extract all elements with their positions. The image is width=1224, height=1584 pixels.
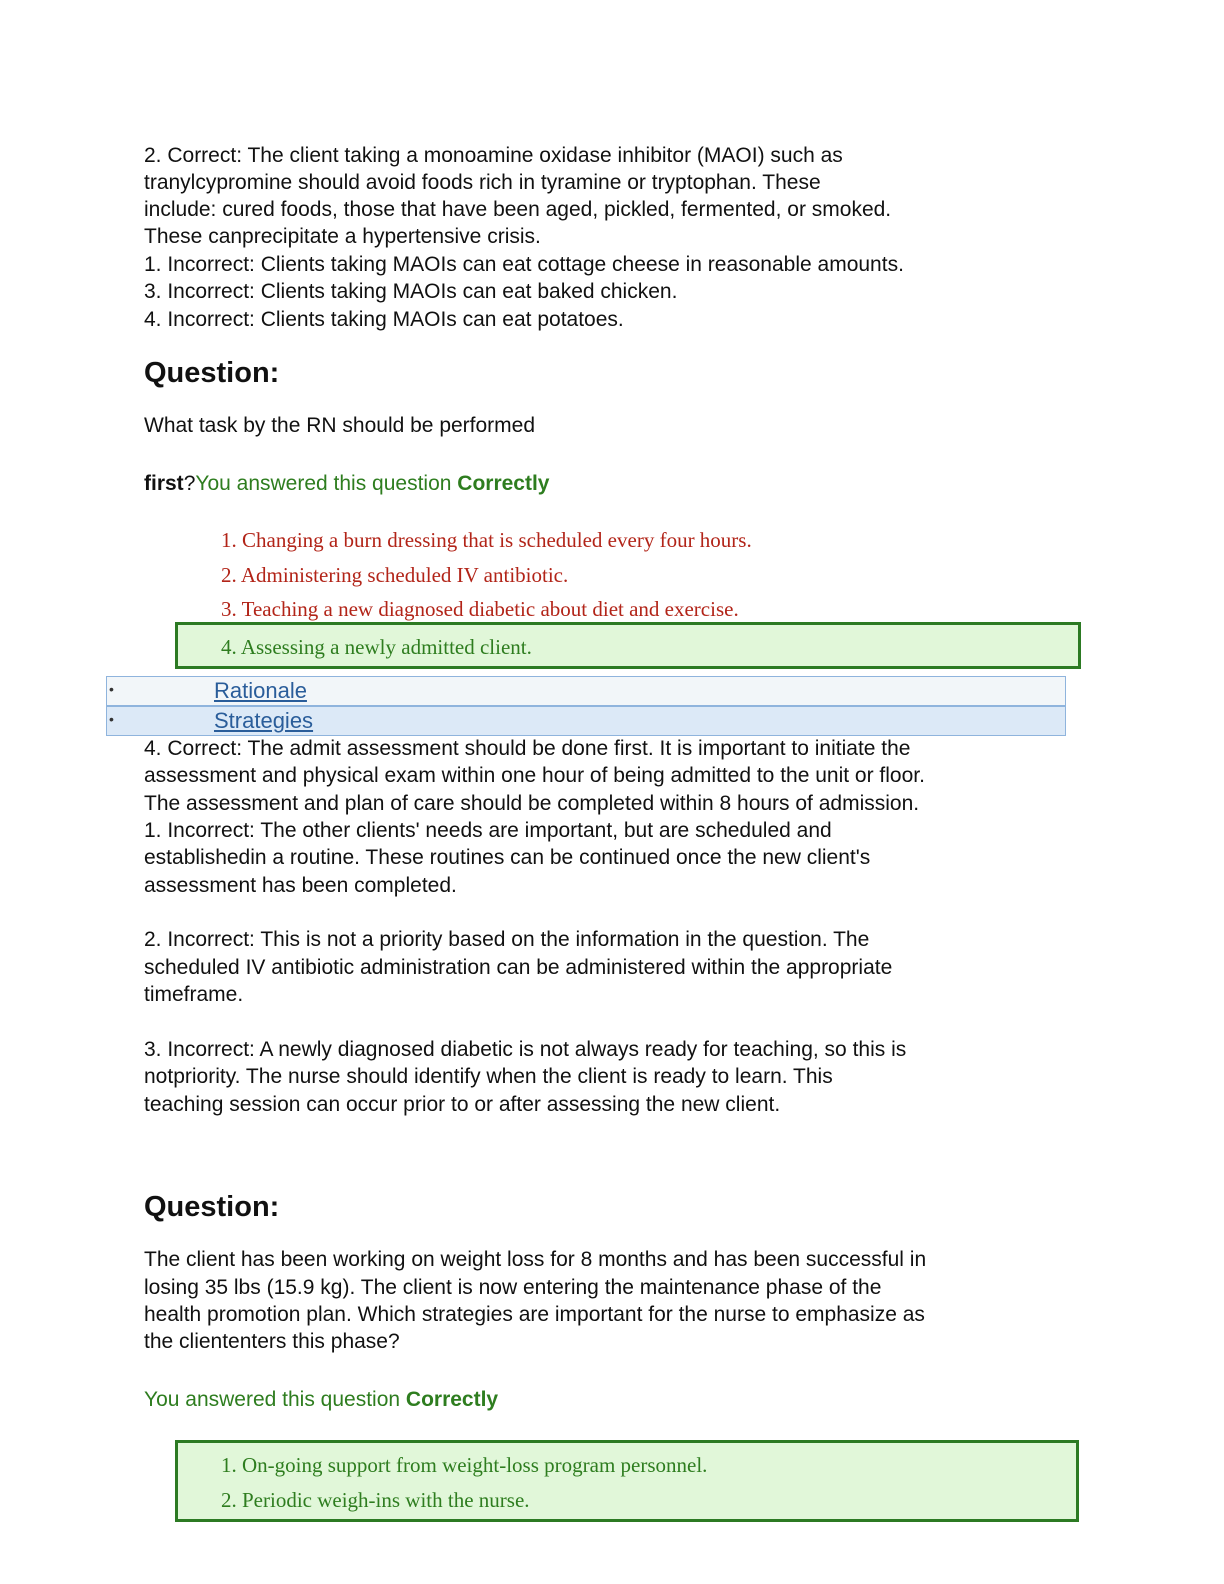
answer-option-correct: 4. Assessing a newly admitted client.: [221, 635, 532, 659]
rationale-line: 2. Correct: The client taking a monoamine oxidase inhibitor (MAOI) such as: [144, 144, 843, 167]
question-emphasis: first: [144, 472, 184, 495]
result-line: [144, 1386, 498, 1413]
question-heading: Question:: [144, 1191, 280, 1223]
rationale-line: scheduled IV antibiotic administration can be administered within the appropriate: [144, 956, 893, 979]
answer-option-correct: 2. Periodic weigh-ins with the nurse.: [221, 1488, 530, 1512]
question-heading: Question:: [144, 357, 280, 389]
bullet-icon: •: [109, 681, 114, 697]
rationale-line: 1. Incorrect: Clients taking MAOIs can eat cottage cheese in reasonable amounts.: [144, 253, 904, 276]
rationale-line: The assessment and plan of care should be completed within 8 hours of admission.: [144, 792, 920, 815]
question-text: The client has been working on weight loss for 8 months and has been successful in: [144, 1248, 927, 1271]
question-text: health promotion plan. Which strategies are important for the nurse to emphasize as: [144, 1303, 925, 1326]
question-text: losing 35 lbs (15.9 kg). The client is now entering the maintenance phase of the: [144, 1276, 882, 1299]
answer-option: 3. Teaching a new diagnosed diabetic about diet and exercise.: [221, 597, 739, 621]
rationale-line: 4. Incorrect: Clients taking MAOIs can eat potatoes.: [144, 308, 624, 331]
rationale-line: These canprecipitate a hypertensive crisis.: [144, 225, 541, 248]
result-label: You answered this question: [144, 1388, 406, 1411]
tab-strategies-link[interactable]: Strategies: [214, 708, 314, 733]
rationale-line: 1. Incorrect: The other clients' needs are important, but are scheduled and: [144, 819, 832, 842]
question-text: the cliententers this phase?: [144, 1330, 400, 1353]
rationale-line: include: cured foods, those that have been aged, pickled, fermented, or smoked.: [144, 198, 892, 221]
result-status: Correctly: [405, 1388, 499, 1411]
rationale-line: tranylcypromine should avoid foods rich in tyramine or tryptophan. These: [144, 171, 821, 194]
bullet-icon: •: [109, 711, 114, 727]
rationale-line: 3. Incorrect: Clients taking MAOIs can eat baked chicken.: [144, 280, 678, 303]
answer-option-correct: 1. On-going support from weight-loss program personnel.: [221, 1453, 708, 1477]
tab-rationale-link[interactable]: Rationale: [214, 678, 307, 703]
answer-option: 1. Changing a burn dressing that is scheduled every four hours.: [221, 528, 752, 552]
result-status: Correctly: [457, 472, 550, 495]
question-mark: ?: [183, 472, 196, 495]
tab-rationale[interactable]: [106, 676, 1066, 706]
rationale-line: 2. Incorrect: This is not a priority based on the information in the question. The: [144, 928, 870, 951]
result-label: You answered this question: [195, 472, 458, 495]
rationale-line: teaching session can occur prior to or after assessing the new client.: [144, 1093, 781, 1116]
answer-option: 2. Administering scheduled IV antibiotic.: [221, 563, 569, 587]
rationale-line: assessment and physical exam within one hour of being admitted to the unit or floor.: [144, 764, 925, 787]
question-text: What task by the RN should be performed: [144, 414, 536, 437]
rationale-line: 4. Correct: The admit assessment should be done first. It is important to initiate the: [144, 737, 911, 760]
rationale-line: 3. Incorrect: A newly diagnosed diabetic is not always ready for teaching, so this is: [144, 1038, 907, 1061]
rationale-line: establishedin a routine. These routines can be continued once the new client's: [144, 846, 871, 869]
tab-strategies[interactable]: [106, 706, 1066, 736]
question-text-continued: [144, 470, 549, 497]
rationale-line: timeframe.: [144, 983, 244, 1006]
rationale-line: notpriority. The nurse should identify when the client is ready to learn. This: [144, 1065, 833, 1088]
rationale-line: assessment has been completed.: [144, 874, 457, 897]
